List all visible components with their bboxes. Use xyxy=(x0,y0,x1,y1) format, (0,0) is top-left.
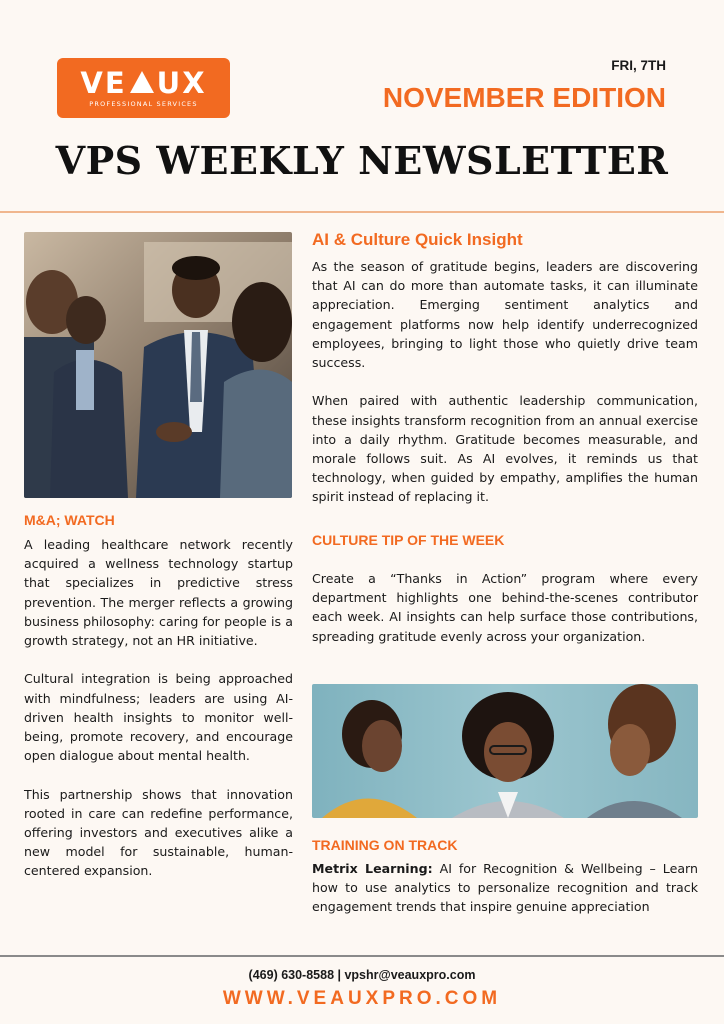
logo-wordmark-prefix: VE xyxy=(80,66,127,100)
ai-culture-heading: AI & Culture Quick Insight xyxy=(312,230,523,249)
ma-watch-paragraph: Cultural integration is being approached with mindfulness; leaders are using AI-driven health insights to monitor well-being, promote recovery, and encourage open dialogue about mental health. xyxy=(24,671,293,764)
training-heading: TRAINING ON TRACK xyxy=(312,837,458,853)
brand-logo xyxy=(57,58,230,118)
ai-culture-paragraph: When paired with authentic leadership communication, these insights transform recognition from an annual exercise into a daily rhythm. Gratitude becomes measurable, and morale follows suit. As AI evolves, it reminds us that technology, when guided by empathy, amplifies the human spirit instead of replacing it. xyxy=(312,393,698,505)
culture-tip-heading: CULTURE TIP OF THE WEEK xyxy=(312,532,505,548)
logo-subtitle: PROFESSIONAL SERVICES xyxy=(89,100,198,108)
logo-triangle-icon xyxy=(130,71,154,93)
culture-tip-body: Create a “Thanks in Action” program where every department highlights one behind-the-scenes contributor each week. AI insights can help surface those contributions, spreading gratitude evenly across your organization. xyxy=(312,571,698,644)
ma-watch-paragraph: A leading healthcare network recently acquired a wellness technology startup that specializes in predictive stress prevention. The merger reflects a growing business philosophy: caring for people is a growth strategy, not an HR initiative. xyxy=(24,537,293,649)
training-body xyxy=(312,859,698,917)
ai-culture-paragraph: As the season of gratitude begins, leaders are discovering that AI can do more than automate tasks, it can illuminate appreciation. Emerging sentiment analytics and engagement platforms now help identify underrecognized employees, bringing to light those who quietly drive team success. xyxy=(312,259,698,371)
business-meeting-photo xyxy=(24,232,292,498)
ma-watch-body xyxy=(24,535,293,881)
website-link[interactable]: WWW.VEAUXPRO.COM xyxy=(222,988,502,1009)
edition-label: NOVEMBER EDITION xyxy=(382,82,666,113)
logo-wordmark-suffix: UX xyxy=(156,66,207,100)
ai-culture-body xyxy=(312,257,698,507)
header-divider xyxy=(0,211,724,213)
contact-info: (469) 630-8588 | vpshr@veauxpro.com xyxy=(248,968,476,982)
ma-watch-paragraph: This partnership shows that innovation rooted in care can redefine performance, offering investors and executives alike a new model for sustainable, human-centered expansion. xyxy=(24,786,293,879)
logo-wordmark xyxy=(80,68,206,98)
ma-watch-heading: M&A; WATCH xyxy=(24,512,115,528)
training-course-name: Metrix Learning: xyxy=(312,861,433,876)
issue-date: FRI, 7TH xyxy=(611,58,666,73)
newsletter-title: VPS WEEKLY NEWSLETTER xyxy=(55,138,669,183)
footer-divider xyxy=(0,955,724,957)
training-description: AI for Recognition & Wellbeing – Learn how to use analytics to personalize recognition and track engagement trends that inspire genuine appreciation xyxy=(312,861,698,915)
team-women-photo xyxy=(312,684,698,818)
